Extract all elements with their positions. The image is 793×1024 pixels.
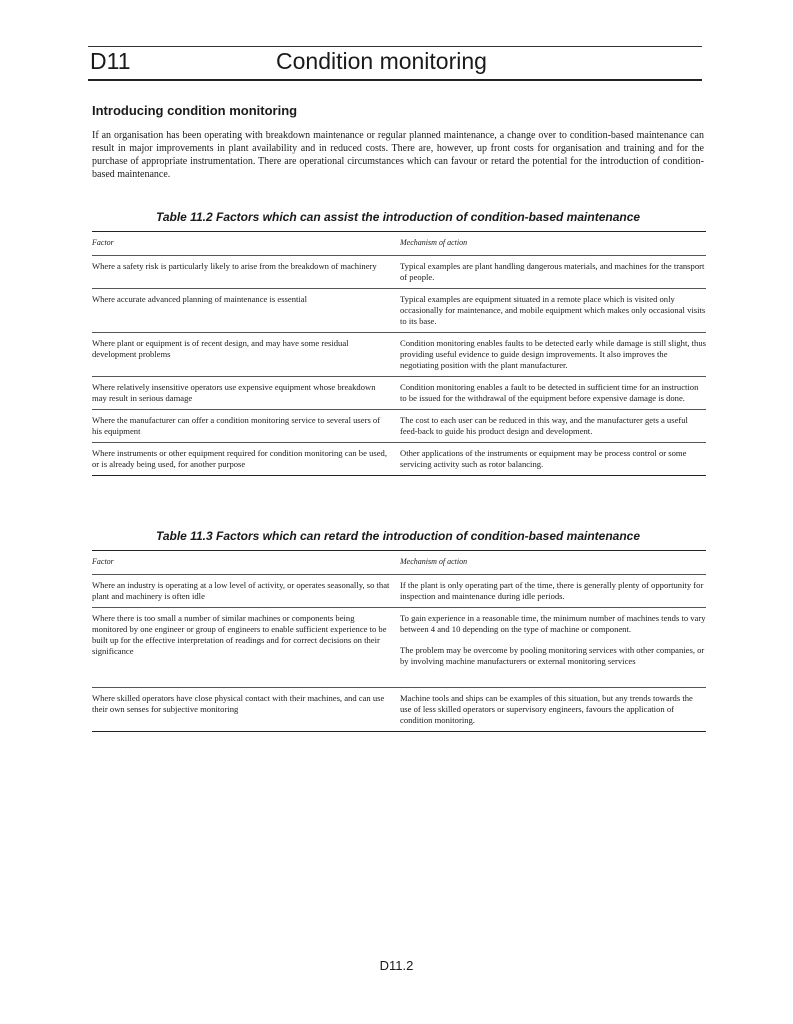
factor-cell: Where accurate advanced planning of maintenance is essential <box>92 289 400 333</box>
factor-cell: Where a safety risk is particularly likely to arise from the breakdown of machinery <box>92 256 400 289</box>
mechanism-cell: Condition monitoring enables a fault to be detected in sufficient time for an instruction to be issued for the withdrawal of the equipment before expensive damage is done. <box>400 377 706 410</box>
factor-cell: Where instruments or other equipment required for condition monitoring can be used, or is already being used, for another purpose <box>92 443 400 476</box>
table-row <box>92 688 706 732</box>
mechanism-cell: The cost to each user can be reduced in this way, and the manufacturer gets a useful feed-back to guide his product design and development. <box>400 410 706 443</box>
table-2 <box>92 231 706 476</box>
factor-cell: Where skilled operators have close physical contact with their machines, and can use their own senses for subjective monitoring <box>92 688 400 732</box>
section-heading: Introducing condition monitoring <box>92 103 298 118</box>
table-header-row <box>92 551 706 575</box>
factor-cell: Where there is too small a number of similar machines or components being monitored by one engineer or group of engineers to enable sufficient experience to be built up for the effective interpretation of readings and for correct decisions on their significance <box>92 608 400 688</box>
table-header-row <box>92 232 706 256</box>
mechanism-cell <box>400 608 706 688</box>
header-rule-top <box>88 46 702 47</box>
table-3 <box>92 550 706 732</box>
column-header-mechanism: Mechanism of action <box>400 551 706 575</box>
factor-cell: Where plant or equipment is of recent design, and may have some residual development problems <box>92 333 400 377</box>
factor-cell: Where relatively insensitive operators use expensive equipment whose breakdown may result in serious damage <box>92 377 400 410</box>
mechanism-paragraph: The problem may be overcome by pooling monitoring services with other companies, or by involving machine manufacturers or external monitoring services <box>400 645 705 666</box>
table-row <box>92 289 706 333</box>
mechanism-cell: Typical examples are plant handling dangerous materials, and machines for the transport of people. <box>400 256 706 289</box>
factor-cell: Where an industry is operating at a low level of activity, or operates seasonally, so that plant and machinery is often idle <box>92 575 400 608</box>
table-row <box>92 377 706 410</box>
table-row <box>92 410 706 443</box>
page-title: Condition monitoring <box>276 48 487 74</box>
intro-paragraph: If an organisation has been operating with breakdown maintenance or regular planned maintenance, a change over to condition-based maintenance can result in major improvements in plant availability and in reduced costs. There are, however, up front costs for organisation and training and for the purchase of appropriate instrumentation. There are operational circumstances which can favour or retard the potential for the introduction of condition-based maintenance. <box>92 130 704 180</box>
section-code: D11 <box>90 48 131 74</box>
mechanism-cell: Typical examples are equipment situated in a remote place which is visited only occasionally for maintenance, and mobile equipment which makes only occasional visits to its base. <box>400 289 706 333</box>
table-row <box>92 256 706 289</box>
column-header-mechanism: Mechanism of action <box>400 232 706 256</box>
column-header-factor: Factor <box>92 551 400 575</box>
table-2-caption: Table 11.2 Factors which can assist the introduction of condition-based maintenance <box>155 210 641 224</box>
factor-cell: Where the manufacturer can offer a condition monitoring service to several users of his equipment <box>92 410 400 443</box>
page-number: D11.2 <box>379 958 414 973</box>
table-row <box>92 443 706 476</box>
header-rule-bottom <box>88 79 702 81</box>
table-row <box>92 608 706 688</box>
mechanism-paragraph: To gain experience in a reasonable time, the minimum number of machines tends to vary between 4 and 10 depending on the type of machine or component. <box>400 613 706 634</box>
table-row <box>92 333 706 377</box>
column-header-factor: Factor <box>92 232 400 256</box>
mechanism-cell: Condition monitoring enables faults to be detected early while damage is still slight, thus providing useful evidence to guide design improvements. It also improves the negotiating position with the plant manufacturer. <box>400 333 706 377</box>
mechanism-cell: Machine tools and ships can be examples of this situation, but any trends towards the use of less skilled operators or supervisory engineers, favours the application of condition monitoring. <box>400 688 706 732</box>
table-3-caption: Table 11.3 Factors which can retard the introduction of condition-based maintenance <box>155 529 641 543</box>
table-row <box>92 575 706 608</box>
mechanism-cell: Other applications of the instruments or equipment may be process control or some servicing activity such as rotor balancing. <box>400 443 706 476</box>
mechanism-cell: If the plant is only operating part of the time, there is generally plenty of opportunity for inspection and maintenance during idle periods. <box>400 575 706 608</box>
